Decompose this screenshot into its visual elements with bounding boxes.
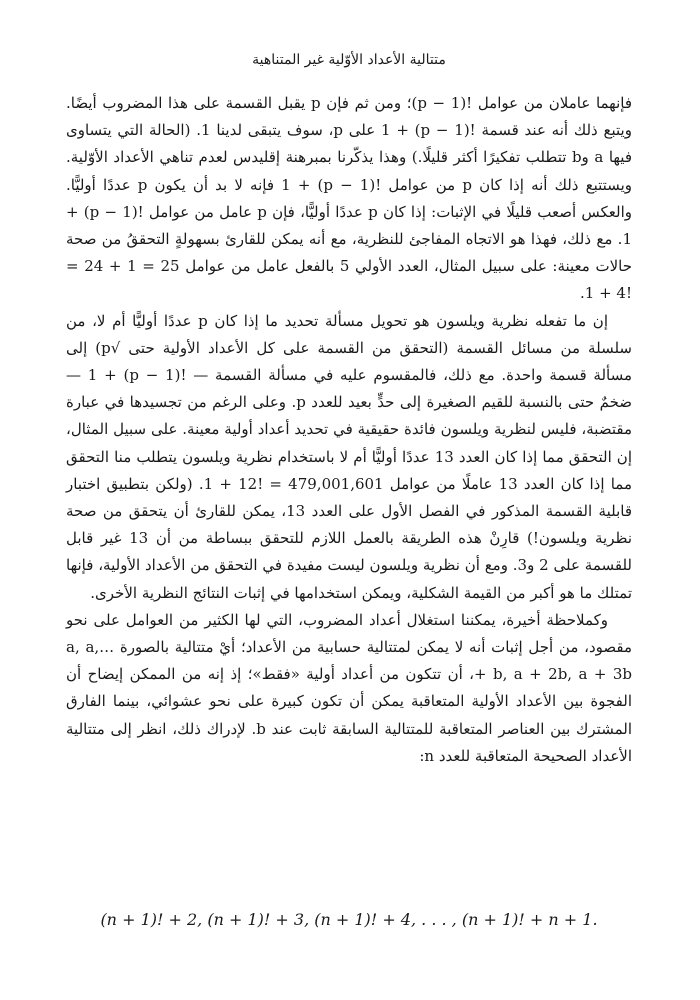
body-text [66, 90, 632, 770]
running-header: متتالية الأعداد الأوّلية غير المتناهية [252, 52, 446, 68]
paragraph-1: فإنهما عاملان من عوامل !(p − 1)؛ ومن ثم فإن p يقبل القسمة على هذا المضروب أيضًا. ويتبع ذلك أنه عند قسمة !(p − 1) + 1 على p، سوف يتبقى لدينا 1. (الحالة التي يتساوى فيها a وb تتطلب تفكيرًا أكثر قليلًا.) وهذا يذكّرنا بمبرهنة إقليدس لعدم تناهي الأعداد الأوّلية. ويستتبع ذلك أنه إذا كان p من عوامل !(p − 1) + 1 فإنه لا بد أن يكون p عددًا أوليًّا. والعكس أصعب قليلًا في الإثبات: إذا كان p عددًا أوليًّا، فإن p عامل من عوامل !(p − 1) + 1. مع ذلك، فهذا هو الاتجاه المفاجئ للنظرية، مع أنه يمكن للقارئ بسهولةٍ التحققُ من صحة حالات معينة: على سبيل المثال، العدد الأولي 5 بالفعل عامل من عوامل 25 = 1 + 24 = !4 + 1. [66, 94, 633, 303]
paragraph-3: وكملاحظة أخيرة، يمكننا استغلال أعداد المضروب، التي لها الكثير من العوامل على نحو مقصود، من أجل إثبات أنه لا يمكن لمتتالية حسابية من الأعداد؛ أيْ متتالية بالصورة …,a, a + b, a + 2b, a + 3b، أن تتكون من أعداد أولية «فقط»؛ إذ إنه من الممكن إيضاح أن الفجوة بين الأعداد الأولية المتعاقبة يمكن أن تكون كبيرة على نحو عشوائي، بينما الفارق المشترك بين العناصر المتعاقبة للمتتالية السابقة ثابت عند b. لإدراك ذلك، انظر إلى متتالية الأعداد الصحيحة المتعاقبة للعدد n: [66, 610, 633, 765]
display-equation: (n + 1)! + 2, (n + 1)! + 3, (n + 1)! + 4, . . . , (n + 1)! + n + 1. [100, 910, 598, 929]
book-page [66, 0, 632, 1000]
paragraph-2: إن ما تفعله نظرية ويلسون هو تحويل مسألة تحديد ما إذا كان p عددًا أوليًّا أم لا، من سلسلة من مسائل القسمة (التحقق من القسمة على كل الأعداد الأولية حتى √p) إلى مسألة قسمة واحدة. مع ذلك، فالمقسوم عليه في مسألة القسمة — !(p − 1) + 1 — ضخمٌ حتى بالنسبة للقيم الصغيرة إلى حدٍّ بعيد للعدد p. وعلى الرغم من تجسيدها في عبارة مقتضبة، فليس لنظرية ويلسون فائدة حقيقية في تحديد أعداد أولية معينة. على سبيل المثال، إن التحقق مما إذا كان العدد 13 عددًا أوليًّا أم لا باستخدام نظرية ويلسون يتطلب منا التحقق مما إذا كان العدد 13 عاملًا من عوامل 479,001,601 = !12 + 1. (ولكن بتطبيق اختبار قابلية القسمة المذكور في الفصل الأول على العدد 13، يمكن للقارئ أن يتحقق من صحة نظرية ويلسون!) قارِنْ هذه الطريقة بالعمل اللازم للتحقق ببساطة من أن 13 غير قابل للقسمة على 2 و3. ومع أن نظرية ويلسون ليست مفيدة في التحقق من الأعداد الأولية، فإنها تمتلك ما هو أكبر من القيمة الشكلية، ويمكن استخدامها في إثبات النتائج النظرية الأخرى. [66, 311, 633, 602]
